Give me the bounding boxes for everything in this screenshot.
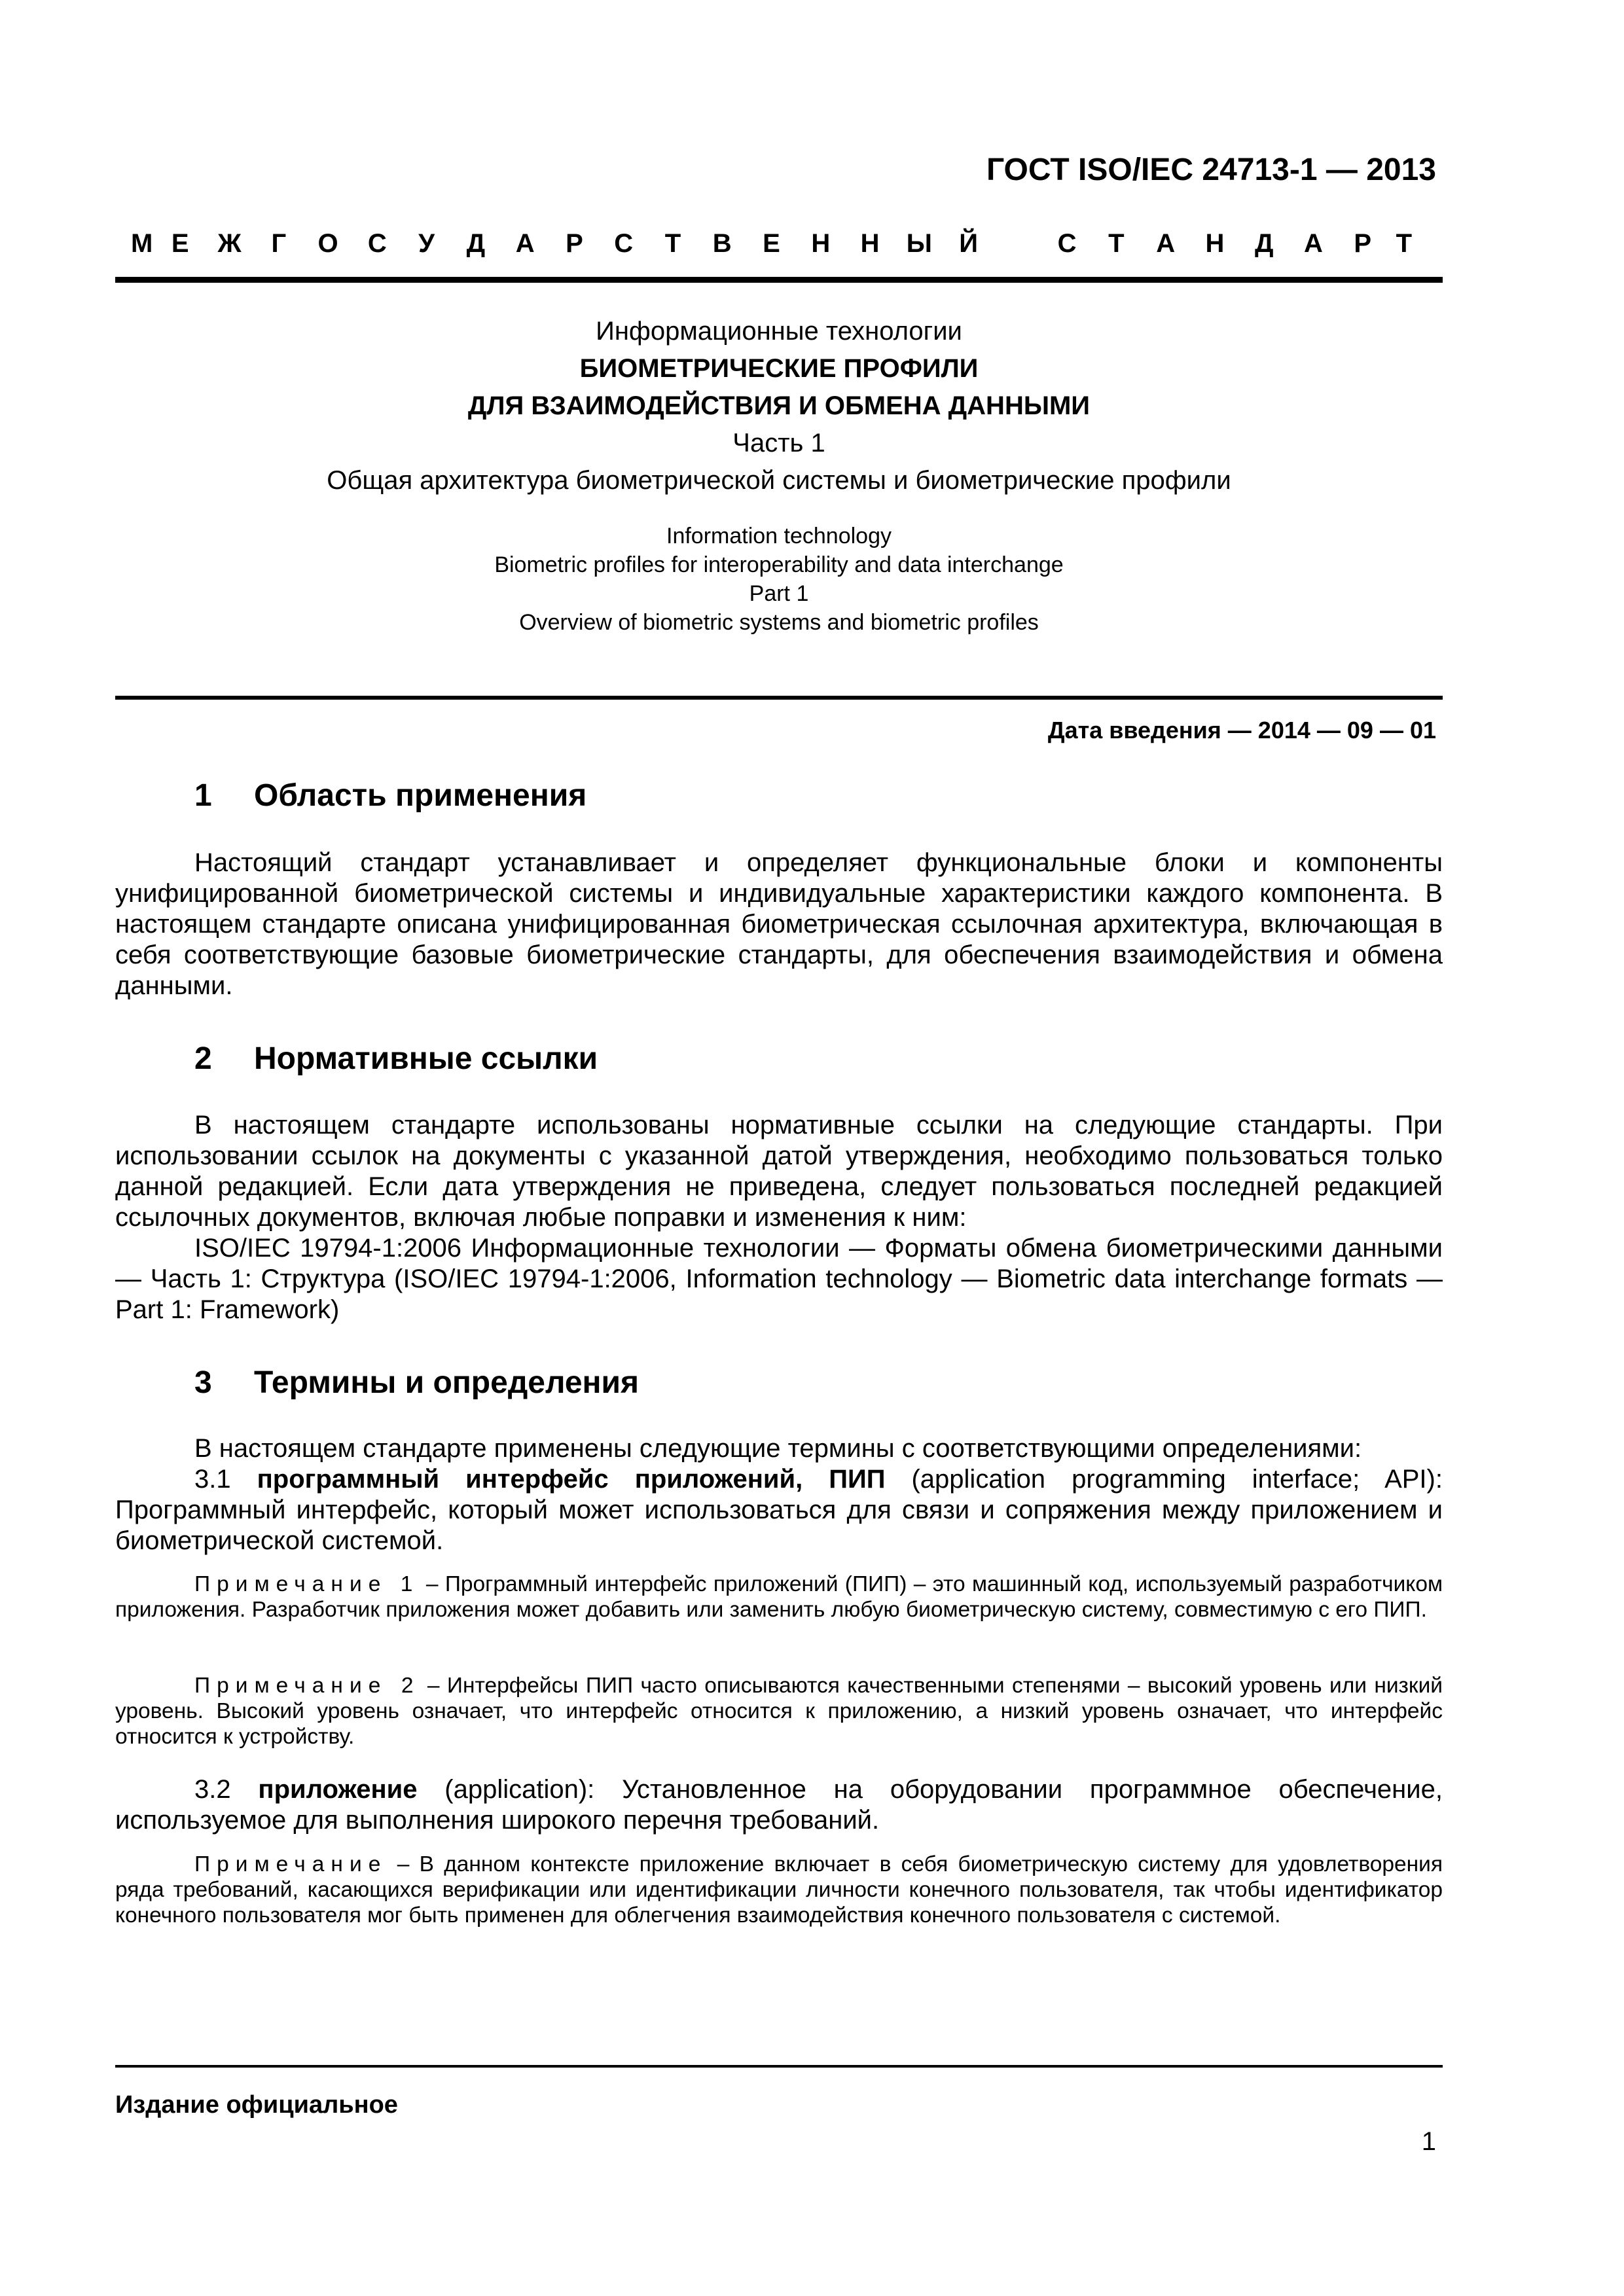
- title-ru-subtitle: Общая архитектура биометрической системы и биометрические профили: [327, 466, 1231, 495]
- note-1: [115, 1571, 1443, 1623]
- interstate-letter: Н: [860, 229, 880, 258]
- interstate-letter: О: [317, 229, 338, 258]
- title-block: [115, 313, 1443, 637]
- term-3-2-definition: (application): Установленное на оборудовании программное обеспечение, используемое для выполнения широкого перечня требований.: [115, 1775, 1443, 1835]
- note-3-label: Примечание: [194, 1852, 388, 1876]
- interstate-letter: А: [515, 229, 535, 258]
- interstate-letter: Е: [171, 229, 189, 258]
- interstate-letter: Т: [1108, 229, 1125, 258]
- term-3-1: [115, 1464, 1443, 1556]
- note-1-text: – Программный интерфейс приложений (ПИП) – это машинный код, используемый разработчиком приложения. Разработчик приложения может добавить или заменить любую биометрическую систему, совместимую с его ПИП.: [115, 1572, 1443, 1622]
- title-en-part: Part 1: [749, 581, 809, 606]
- interstate-letter: Г: [271, 229, 287, 258]
- official-edition-label: Издание официальное: [115, 2091, 398, 2119]
- title-rule: [115, 696, 1443, 700]
- interstate-letter: Н: [811, 229, 831, 258]
- interstate-letter: Д: [1254, 229, 1274, 258]
- note-2-text: – Интерфейсы ПИП часто описываются качественными степенями – высокий уровень или низкий уровень. Высокий уровень означает, что интерфейс относится к приложению, а низкий уровень означает, что интерфейс относится к устройству.: [115, 1674, 1443, 1749]
- introduction-date: Дата введения — 2014 — 09 — 01: [1047, 717, 1436, 744]
- term-3-2: [115, 1774, 1443, 1836]
- section-1-heading: [194, 778, 586, 814]
- title-ru-line1: Информационные технологии: [596, 317, 962, 346]
- interstate-letter: Е: [763, 229, 780, 258]
- gost-code: ГОСТ ISO/IEC 24713-1 — 2013: [986, 152, 1436, 187]
- interstate-letter: Ы: [906, 229, 932, 258]
- interstate-letter: В: [712, 229, 732, 258]
- note-2-label: Примечание 2: [194, 1674, 420, 1698]
- interstate-letter: С: [367, 229, 387, 258]
- interstate-letter: Р: [566, 229, 583, 258]
- title-ru-part: Часть 1: [732, 429, 825, 457]
- note-2: [115, 1673, 1443, 1749]
- term-3-1-term: программный интерфейс приложений, ПИП: [257, 1465, 886, 1494]
- interstate-letter: Р: [1354, 229, 1372, 258]
- title-ru-line3: ДЛЯ ВЗАИМОДЕЙСТВИЯ И ОБМЕНА ДАННЫМИ: [467, 391, 1091, 420]
- footer-rule: [115, 2065, 1443, 2068]
- section-2-title: Нормативные ссылки: [254, 1041, 598, 1076]
- section-3-title: Термины и определения: [254, 1365, 640, 1400]
- term-3-1-number: 3.1: [194, 1465, 231, 1494]
- interstate-letter: Т: [1396, 229, 1412, 258]
- interstate-letter: С: [1057, 229, 1077, 258]
- term-3-1-definition: (application programming interface; API): Программный интерфейс, который может использоваться для связи и сопряжения между приложением и биометрической системой.: [115, 1465, 1443, 1555]
- note-3-text: – В данном контексте приложение включает в себя биометрическую систему для удовлетворения ряда требований, касающихся верификации или идентификации личности конечного пользователя, так чтобы идентификатор конечного пользователя мог быть применен для облегчения взаимодействия конечного пользователя с системой.: [115, 1852, 1443, 1928]
- interstate-letter: Н: [1205, 229, 1225, 258]
- title-ru-line2: БИОМЕТРИЧЕСКИЕ ПРОФИЛИ: [579, 354, 979, 383]
- section-1-title: Область применения: [254, 778, 587, 813]
- term-3-2-term: приложение: [258, 1775, 418, 1804]
- interstate-letter: Ж: [217, 229, 242, 258]
- interstate-letter: С: [614, 229, 634, 258]
- page-number: 1: [1421, 2127, 1436, 2156]
- interstate-letter: А: [1304, 229, 1323, 258]
- section-3-intro: В настоящем стандарте применены следующие термины с соответствующими определениями:: [194, 1434, 1362, 1463]
- note-1-label: Примечание 1: [194, 1572, 420, 1596]
- interstate-letter: М: [131, 229, 153, 258]
- section-1-number: 1: [194, 778, 212, 813]
- section-2-paragraph: В настоящем стандарте использованы нормативные ссылки на следующие стандарты. При использовании ссылок на документы с указанной датой утверждения, необходимо пользоваться только данной редакцией. Если дата утверждения не приведена, следует пользоваться последней редакцией ссылочных документов, включая любые поправки и изменения к ним:: [115, 1111, 1443, 1232]
- title-en-line2: Biometric profiles for interoperability and data interchange: [494, 552, 1064, 577]
- title-en-line1: Information technology: [666, 524, 892, 548]
- interstate-letter: Т: [664, 229, 681, 258]
- interstate-letter: Й: [959, 229, 978, 258]
- title-en-subtitle: Overview of biometric systems and biometric profiles: [519, 610, 1039, 635]
- note-3: [115, 1852, 1443, 1928]
- section-1-paragraph: Настоящий стандарт устанавливает и определяет функциональные блоки и компоненты унифицированной биометрической системы и индивидуальные характеристики каждого компонента. В настоящем стандарте описана унифицированная биометрическая ссылочная архитектура, включающая в себя соответствующие базовые биометрические стандарты, для обеспечения взаимодействия и обмена данными.: [115, 848, 1443, 1000]
- interstate-letter: А: [1156, 229, 1176, 258]
- section-3-number: 3: [194, 1365, 212, 1400]
- header-rule: [115, 277, 1443, 283]
- term-3-2-number: 3.2: [194, 1775, 231, 1804]
- normative-reference-item: ISO/IEC 19794-1:2006 Информационные технологии — Форматы обмена биометрическими данными — Часть 1: Структура (ISO/IEC 19794-1:2006, Information technology — Biometric data interchange formats — Part 1: Framework): [115, 1234, 1443, 1324]
- interstate-letter: У: [418, 229, 435, 258]
- interstate-letter: Д: [466, 229, 486, 258]
- section-2-number: 2: [194, 1041, 212, 1076]
- section-3-heading: [194, 1365, 639, 1401]
- section-2-heading: [194, 1041, 598, 1077]
